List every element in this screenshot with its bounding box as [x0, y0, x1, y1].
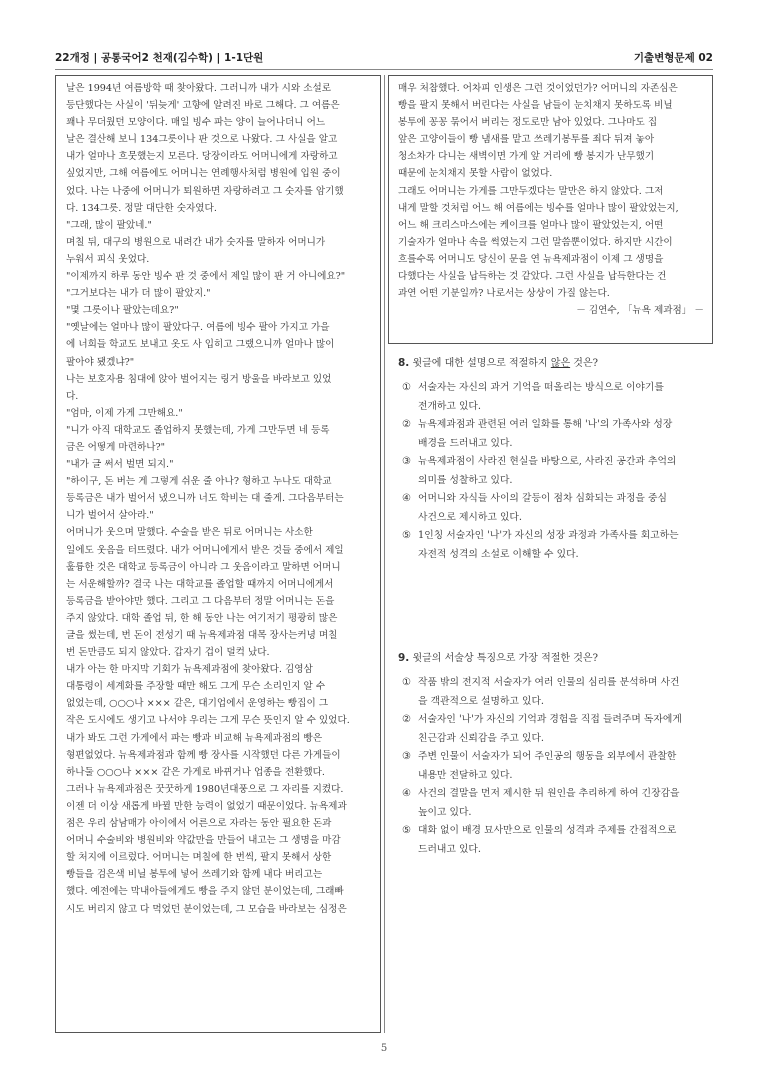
page-number: 5: [380, 1043, 388, 1054]
passage-line: 봉투에 꽁꽁 묶어서 버리는 정도로만 남아 있었다. 그나마도 집: [398, 117, 658, 129]
passage-line: "니가 아직 대학교도 졸업하지 못했는데, 가게 그만두면 네 등록: [66, 424, 330, 436]
passage-line: 매우 처참했다. 어차피 인생은 그런 것이었던가? 어머니의 자존심은: [398, 83, 678, 94]
answer-option[interactable]: [398, 711, 718, 748]
passage-line: 싶었지만, 그해 여름에도 어머니는 연례행사처럼 병원에 입원 중이: [66, 168, 341, 180]
option-text: 작품 밖의 전지적 서술자가 여러 인물의 심리를 분석하며 사건: [418, 677, 680, 688]
passage-line: 청소차가 다니는 새벽이면 가게 앞 거리에 빵 봉지가 난무했기: [398, 151, 655, 163]
passage-line: 날은 결산해 보니 134그릇이나 판 것으로 나왔다. 그 사실을 알고: [66, 134, 338, 146]
passage-line: 내가 아는 한 마지막 기회가 뉴욕제과점에 찾아왔다. 김영삼: [66, 664, 313, 676]
option-text: 사건의 결말을 먼저 제시한 뒤 원인을 추리하게 하여 긴장감을: [418, 788, 680, 799]
passage-line: 다했다는 사실을 납득하는 것 같았다. 그런 사실을 납득한다는 건: [398, 271, 667, 283]
question-8-number: 8.: [398, 357, 410, 369]
option-marker: ⑤: [402, 825, 411, 836]
passage-line: 빵들을 검은색 비닐 봉투에 넣어 쓰레기와 함께 내다 버리고는: [66, 869, 323, 881]
option-text: 을 객관적으로 설명하고 있다.: [418, 695, 545, 707]
option-text: 뉴욕제과점과 관련된 여러 일화를 통해 '나'의 가족사와 성장: [418, 419, 673, 430]
passage-line: "하이구, 돈 버는 게 그렇게 쉬운 줄 아나? 형하고 누나도 대학교: [66, 476, 332, 488]
passage-left-text: [66, 80, 372, 918]
option-marker: ④: [402, 493, 411, 504]
passage-line: 누워서 피식 웃었다.: [66, 253, 150, 265]
option-text: 친근감과 신뢰감을 주고 있다.: [418, 732, 545, 744]
passage-line: 때문에 눈치채지 못할 사람이 없었다.: [398, 168, 553, 180]
passage-line: 등록금을 받아야만 했다. 그리고 그 다음부터 정말 어머니는 돈을: [66, 595, 335, 607]
passage-line: 하나둘 ○○○나 ××× 같은 가게로 바뀌거나 업종을 전환했다.: [66, 766, 325, 778]
column-divider: [384, 75, 385, 1033]
option-text: 1인칭 서술자인 '나'가 자신의 성장 과정과 가족사를 회고하는: [418, 530, 679, 541]
passage-line: 꽤나 무더웠던 모양이다. 매일 빙수 파는 양이 늘어나더니 어느: [66, 117, 326, 129]
option-marker: ④: [402, 788, 411, 799]
passage-line: 어머니가 웃으며 말했다. 수술을 받은 뒤로 어머니는 사소한: [66, 527, 313, 539]
passage-line: 내가 얼마나 흐뭇했는지 모른다. 당장이라도 어머니에게 자랑하고: [66, 151, 338, 163]
question-9-options: [398, 674, 718, 859]
option-marker: ③: [402, 751, 411, 762]
passage-source: － 김연수, 「뉴욕 제과점」 －: [576, 305, 704, 317]
passage-line: 흐를수록 어머니도 당신이 문을 연 뉴욕제과점이 이제 그 생명을: [398, 253, 664, 265]
passage-line: 등단했다는 사실이 '뒤늦게' 고향에 알려진 바로 그해다. 그 여름은: [66, 100, 340, 112]
passage-line: 주지 않았다. 대학 졸업 뒤, 한 해 동안 나는 여기저기 평광히 많은: [66, 612, 338, 624]
passage-line: "그래, 많이 팔았네.": [66, 219, 152, 231]
option-marker: ③: [402, 456, 411, 467]
passage-line: 그러나 뉴욕제과점은 꿋꿋하게 1980년대풍으로 그 자리를 지켰다.: [66, 783, 344, 795]
passage-box-right-bottom: [388, 343, 713, 344]
passage-line: 과연 어떤 기분일까? 나로서는 상상이 가질 않는다.: [398, 288, 610, 300]
answer-option[interactable]: [398, 416, 718, 453]
passage-line: "이제까지 하루 동안 빙수 판 것 중에서 제일 많이 판 거 아니에요?": [66, 271, 346, 283]
question-8-stem-before: 윗글에 대한 설명으로 적절하지: [409, 358, 551, 369]
passage-line: 나는 보호자용 침대에 앉아 벌어지는 링거 방울을 바라보고 있었: [66, 373, 332, 385]
option-text: 서술자인 '나'가 자신의 기억과 경험을 직접 들려주며 독자에게: [418, 714, 682, 725]
passage-line: 대통령이 세계화를 주장할 때만 해도 그게 무슨 소리인지 알 수: [66, 681, 326, 693]
passage-line: 어느 해 크리스마스에는 케이크를 얼마나 많이 팔았었는지, 어떤: [398, 219, 664, 231]
answer-option[interactable]: [398, 785, 718, 822]
question-9-stem: [398, 648, 718, 668]
option-text: 내용만 전달하고 있다.: [418, 769, 513, 781]
question-8-stem-underlined: 않은: [550, 358, 571, 369]
passage-line: 며칠 뒤, 대구의 병원으로 내려간 내가 숫자를 말하자 어머니가: [66, 236, 326, 248]
option-text: 배경을 드러내고 있다.: [418, 437, 513, 449]
passage-line: 내가 봐도 그런 가게에서 파는 빵과 비교해 뉴욕제과점의 빵은: [66, 732, 323, 744]
answer-option[interactable]: [398, 674, 718, 711]
passage-line: "그거보다는 내가 더 많이 팔았지.": [66, 288, 211, 300]
option-text: 의미를 성찰하고 있다.: [418, 474, 513, 486]
passage-line: 번 돈만큼도 되지 않았다. 갑자기 겁이 덜컥 났다.: [66, 647, 270, 659]
passage-line: 었다. 나는 나중에 어머니가 퇴원하면 자랑하려고 그 숫자를 암기했: [66, 185, 344, 197]
passage-line: 날은 1994년 여름방학 때 찾아왔다. 그러니까 내가 시와 소설로: [66, 83, 332, 94]
option-text: 대화 없이 배경 묘사만으로 인물의 성격과 주제를 간접적으로: [418, 825, 677, 836]
option-text: 높이고 있다.: [418, 806, 472, 818]
answer-option[interactable]: [398, 527, 718, 564]
passage-line: 했다. 예전에는 막내아들에게도 빵을 주지 않던 분이었는데, 그래빠: [66, 886, 344, 898]
answer-option[interactable]: [398, 453, 718, 490]
passage-line: 그래도 어머니는 가게를 그만두겠다는 말만은 하지 않았다. 그저: [398, 185, 664, 197]
passage-line: "엄마, 이제 가게 그만해요.": [66, 407, 183, 419]
option-marker: ①: [402, 677, 411, 688]
passage-line: "몇 그릇이나 팔았는데요?": [66, 305, 179, 317]
option-text: 뉴욕제과점이 사라진 현실을 바탕으로, 사라진 공간과 추억의: [418, 456, 677, 467]
passage-line: "옛날에는 얼마나 많이 팔았다구. 여름에 빙수 팔아 가지고 가을: [66, 322, 330, 334]
passage-line: 등록금은 내가 벌어서 냈으니까 너도 학비는 대 줄게. 그다음부터는: [66, 493, 344, 505]
option-text: 자전적 성격의 소설로 이해할 수 있다.: [418, 548, 579, 560]
passage-line: 는 서운해할까? 결국 나는 대학교를 졸업할 때까지 어머니에게서: [66, 578, 334, 590]
header-course-info: 22개정 | 공통국어2 천재(김수학) | 1-1단원: [55, 52, 264, 64]
question-8: [398, 353, 718, 564]
answer-option[interactable]: [398, 748, 718, 785]
passage-right-text: [398, 80, 704, 319]
passage-line: 없었는데, ○○○나 ××× 같은, 대기업에서 운영하는 빵집이 그: [66, 698, 329, 710]
option-marker: ②: [402, 714, 411, 725]
option-marker: ②: [402, 419, 411, 430]
passage-line: 금은 어떻게 마련하나?": [66, 441, 166, 453]
option-marker: ①: [402, 382, 411, 393]
option-text: 사건으로 제시하고 있다.: [418, 511, 522, 523]
option-text: 서술자는 자신의 과거 기억을 떠올리는 방식으로 이야기를: [418, 382, 664, 393]
passage-line: 앞은 고양이들이 빵 냄새를 맡고 쓰레기봉투를 죄다 뒤져 놓아: [398, 134, 655, 146]
passage-line: 에 너희들 학교도 보내고 옷도 사 입히고 그랬으니까 얼마나 많이: [66, 339, 335, 351]
passage-line: 이젠 더 이상 새롭게 바뀔 만한 능력이 없었기 때문이었다. 뉴욕제과: [66, 800, 347, 812]
passage-line: 기술자가 얼마나 속을 썩였는지 그런 말씀뿐이었다. 하지만 시간이: [398, 236, 673, 248]
header-exam-type: 기출변형문제 02: [633, 52, 713, 64]
option-text: 주변 인물이 서술자가 되어 주인공의 행동을 외부에서 관찰한: [418, 751, 677, 762]
passage-line: 점은 우리 삼남매가 아이에서 어른으로 자라는 동안 필요한 돈과: [66, 818, 332, 830]
question-9: [398, 648, 718, 859]
option-text: 전개하고 있다.: [418, 400, 482, 412]
option-text: 어머니와 자식들 사이의 갈등이 점차 심화되는 과정을 중심: [418, 493, 667, 504]
passage-line: 다.: [66, 390, 79, 402]
header-divider: [55, 69, 713, 70]
passage-line: 빵을 팔지 못해서 버린다는 사실을 남들이 눈치채지 못하도록 비닐: [398, 100, 673, 112]
passage-line: 내게 말할 것처럼 어느 해 여름에는 빙수를 얼마나 많이 팔았었는지,: [398, 202, 679, 214]
question-9-number: 9.: [398, 652, 410, 664]
option-text: 드러내고 있다.: [418, 843, 482, 855]
question-8-stem-after: 것은?: [570, 358, 598, 369]
question-8-stem: [398, 353, 718, 373]
answer-option[interactable]: [398, 822, 718, 859]
passage-line: 팔아야 됐겠냐?": [66, 356, 135, 368]
question-8-options: [398, 379, 718, 564]
passage-line: 다. 134그릇. 정말 대단한 숫자였다.: [66, 202, 217, 214]
passage-line: 글을 썼는데, 번 돈이 전성기 때 뉴욕제과점 대목 장사는커녕 며칠: [66, 630, 338, 641]
passage-line: 할 처지에 이르렀다. 어머니는 며칠에 한 번씩, 팔지 못해서 상한: [66, 852, 332, 864]
passage-line: 일에도 웃음을 터뜨렸다. 내가 어머니에게서 받은 것들 중에서 제일: [66, 544, 344, 556]
option-marker: ⑤: [402, 530, 411, 541]
passage-line: 훌륭한 것은 대학교 등록금이 아니라 그 웃음이라고 말하면 어머니: [66, 561, 341, 573]
question-9-stem-text: 윗글의 서술상 특징으로 가장 적절한 것은?: [409, 653, 598, 664]
passage-line: 형편없었다. 뉴욕제과점과 함께 빵 장사를 시작했던 다른 가게들이: [66, 749, 341, 761]
passage-line: 시도 버리지 않고 다 먹었던 분이었는데, 그 모습을 바라보는 심정은: [66, 903, 347, 915]
passage-line: "내가 글 써서 벌면 되지.": [66, 459, 174, 471]
answer-option[interactable]: [398, 379, 718, 416]
passage-line: 어머니 수술비와 병원비와 약값만을 만들어 내고는 그 생명을 마감: [66, 835, 341, 847]
answer-option[interactable]: [398, 490, 718, 527]
passage-line: 작은 도시에도 생기고 나서야 우리는 그게 무슨 뜻인지 알 수 있었다.: [66, 715, 350, 727]
passage-line: 니가 벌어서 살아라.": [66, 510, 154, 522]
passage-box-left-bottom: [55, 1032, 381, 1033]
